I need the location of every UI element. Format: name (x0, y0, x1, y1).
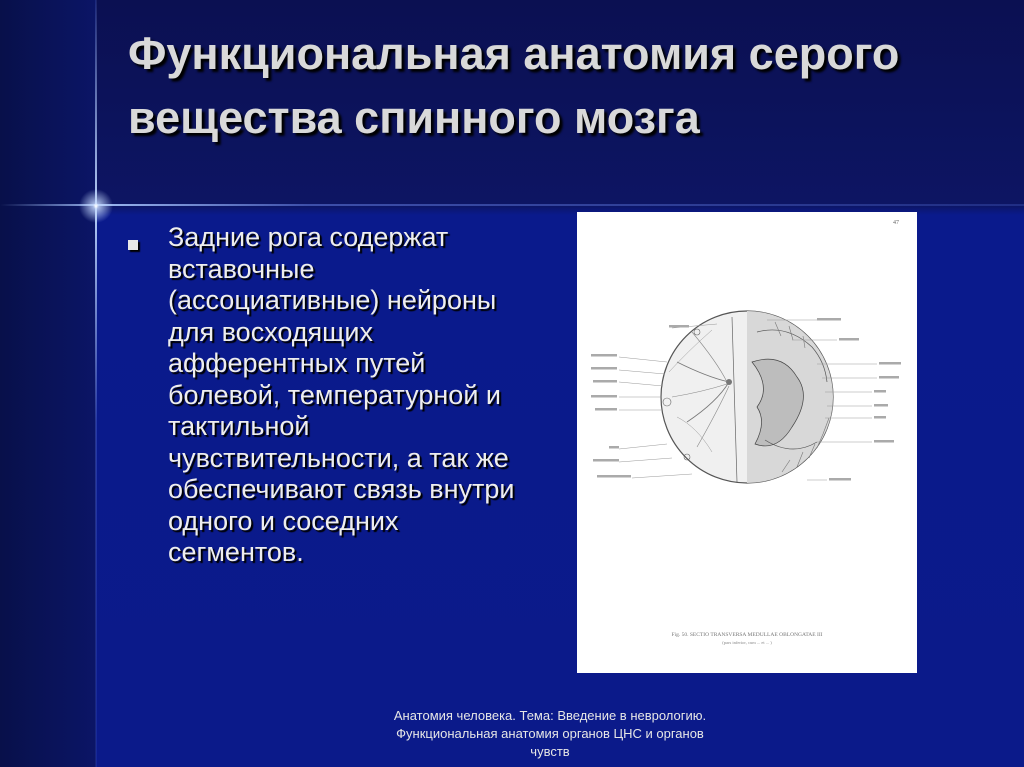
bullet-list (128, 222, 528, 569)
sparkle-decoration (78, 188, 114, 224)
figure-page-number: 47 (893, 220, 899, 226)
bullet-item (128, 222, 528, 569)
left-band-decoration (0, 0, 96, 767)
figure-caption-line-2: (pars inferior, cum ... et ... ) (722, 640, 772, 645)
bullet-text: Задние рога содержат вставочные (ассоциативные) нейроны для восходящих афферентных путей болевой, температурной и тактильной чувствительности, а так же обеспечивают связь внутри одного и соседних сегментов. (168, 222, 515, 567)
horizontal-rule-decoration (0, 204, 1024, 206)
figure-caption-line-1: Fig. 50. SECTIO TRANSVERSA MEDULLAE OBLONGATAE III (671, 632, 823, 638)
spinal-cord-section-figure (577, 212, 917, 673)
anatomy-illustration (577, 212, 917, 673)
cross-section-drawing (661, 311, 833, 483)
slide-footer: Анатомия человека. Тема: Введение в неврологию. Функциональная анатомия органов ЦНС и органов чувств (393, 708, 707, 759)
vertical-rule-decoration (95, 0, 97, 767)
slide-title: Функциональная анатомия серого вещества спинного мозга (128, 28, 900, 143)
square-bullet-icon (128, 240, 138, 250)
